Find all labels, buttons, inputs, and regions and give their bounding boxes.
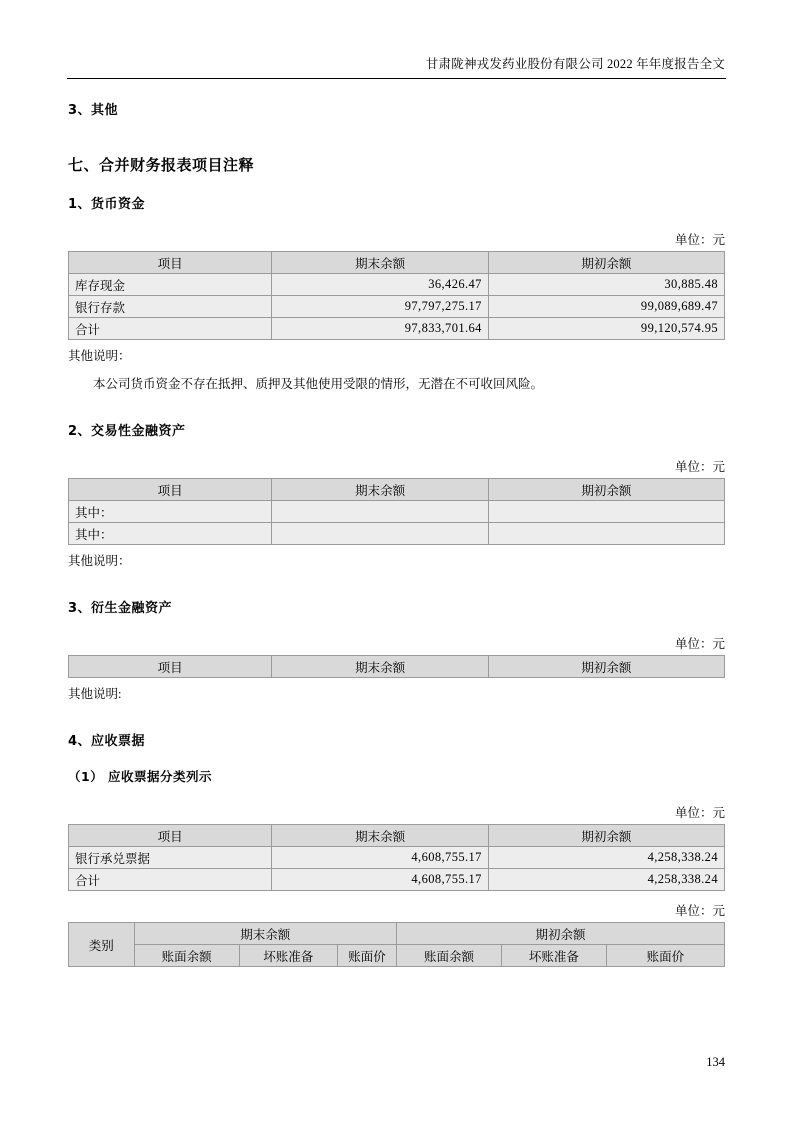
table-row <box>69 501 725 523</box>
cell-item: 合计 <box>69 318 272 340</box>
column-header-category: 类别 <box>69 923 135 967</box>
unit-label-trading-financial-assets: 单位：元 <box>674 460 725 474</box>
unit-label-notes-receivable-category: 单位：元 <box>674 904 725 918</box>
table-header-row <box>69 479 725 501</box>
page-number: 134 <box>706 1055 725 1069</box>
cell-beginning-balance: 99,089,689.47 <box>488 296 724 318</box>
spacer <box>68 702 725 730</box>
table-monetary-funds <box>68 251 725 340</box>
cell-item: 合计 <box>69 869 272 891</box>
column-header-begin-book-balance: 账面余额 <box>396 945 501 967</box>
table-derivative-financial-assets <box>68 655 725 678</box>
column-header-item: 项目 <box>69 252 272 274</box>
cell-beginning-balance <box>488 501 724 523</box>
spacer <box>68 392 725 420</box>
other-note-trading-financial-assets: 其他说明： <box>68 554 131 568</box>
cell-ending-balance: 4,608,755.17 <box>272 869 488 891</box>
heading-monetary-funds: 1、货币资金 <box>68 197 146 212</box>
cell-item: 银行承兑票据 <box>69 847 272 869</box>
cell-ending-balance: 4,608,755.17 <box>272 847 488 869</box>
spacer <box>68 439 725 457</box>
column-header-beginning-balance-group: 期初余额 <box>396 923 724 945</box>
heading-derivative-financial-assets: 3、衍生金融资产 <box>68 601 173 616</box>
cell-beginning-balance: 4,258,338.24 <box>488 869 724 891</box>
column-header-ending-balance: 期末余额 <box>272 656 488 678</box>
table-header-row <box>69 656 725 678</box>
cell-beginning-balance: 4,258,338.24 <box>488 847 724 869</box>
table-notes-receivable-category <box>68 922 725 967</box>
page-header <box>68 0 725 72</box>
spacer <box>68 118 725 154</box>
column-header-beginning-balance: 期初余额 <box>488 825 724 847</box>
cell-item: 其中： <box>69 523 272 545</box>
heading-trading-financial-assets: 2、交易性金融资产 <box>68 424 186 439</box>
heading-notes-receivable: 4、应收票据 <box>68 734 146 749</box>
cell-beginning-balance: 30,885.48 <box>488 274 724 296</box>
unit-label-notes-receivable: 单位：元 <box>674 806 725 820</box>
cell-beginning-balance <box>488 523 724 545</box>
other-note-derivative-financial-assets: 其他说明: <box>68 687 122 701</box>
spacer <box>68 212 725 230</box>
heading-item-3-other: 3、其他 <box>68 103 119 118</box>
cell-ending-balance: 97,797,275.17 <box>272 296 488 318</box>
table-row <box>69 318 725 340</box>
table-notes-receivable <box>68 824 725 891</box>
table-header-row <box>69 252 725 274</box>
cell-ending-balance <box>272 501 488 523</box>
spacer <box>68 785 725 803</box>
column-header-beginning-balance: 期初余额 <box>488 656 724 678</box>
running-title: 甘肃陇神戎发药业股份有限公司 2022 年年度报告全文 <box>425 57 725 71</box>
heading-notes-receivable-category-list: （1） 应收票据分类列示 <box>68 769 213 784</box>
column-header-beginning-balance: 期初余额 <box>488 252 724 274</box>
table-trading-financial-assets <box>68 478 725 545</box>
table-row <box>69 274 725 296</box>
heading-chapter-7: 七、合并财务报表项目注释 <box>68 156 255 174</box>
column-header-begin-bad-debt-provision: 坏账准备 <box>501 945 606 967</box>
column-header-end-bad-debt-provision: 坏账准备 <box>239 945 337 967</box>
column-header-ending-balance: 期末余额 <box>272 252 488 274</box>
cell-ending-balance <box>272 523 488 545</box>
other-note-monetary-funds: 其他说明： <box>68 349 131 363</box>
column-header-item: 项目 <box>69 825 272 847</box>
table-row <box>69 869 725 891</box>
spacer <box>68 569 725 597</box>
column-header-item: 项目 <box>69 656 272 678</box>
table-header-row <box>69 825 725 847</box>
cell-ending-balance: 36,426.47 <box>272 274 488 296</box>
unit-label-derivative-financial-assets: 单位：元 <box>674 637 725 651</box>
cell-item: 其中： <box>69 501 272 523</box>
spacer <box>68 891 725 901</box>
cell-ending-balance: 97,833,701.64 <box>272 318 488 340</box>
column-header-ending-balance: 期末余额 <box>272 825 488 847</box>
table-row <box>69 523 725 545</box>
header-divider <box>67 78 726 79</box>
spacer <box>68 175 725 193</box>
column-header-end-book-value: 账面价 <box>337 945 396 967</box>
table-row <box>69 847 725 869</box>
column-header-ending-balance-group: 期末余额 <box>134 923 396 945</box>
paragraph-monetary-funds: 本公司货币资金不存在抵押、质押及其他使用受限的情形，无潜在不可收回风险。 <box>93 377 544 391</box>
table-row <box>69 296 725 318</box>
table-header-row-group <box>69 923 725 945</box>
column-header-ending-balance: 期末余额 <box>272 479 488 501</box>
column-header-item: 项目 <box>69 479 272 501</box>
cell-item: 库存现金 <box>69 274 272 296</box>
cell-item: 银行存款 <box>69 296 272 318</box>
spacer <box>68 616 725 634</box>
spacer <box>68 749 725 767</box>
column-header-end-book-balance: 账面余额 <box>134 945 239 967</box>
cell-beginning-balance: 99,120,574.95 <box>488 318 724 340</box>
column-header-begin-book-value: 账面价 <box>606 945 724 967</box>
column-header-beginning-balance: 期初余额 <box>488 479 724 501</box>
table-header-row-sub <box>69 945 725 967</box>
unit-label-monetary-funds: 单位：元 <box>674 233 725 247</box>
